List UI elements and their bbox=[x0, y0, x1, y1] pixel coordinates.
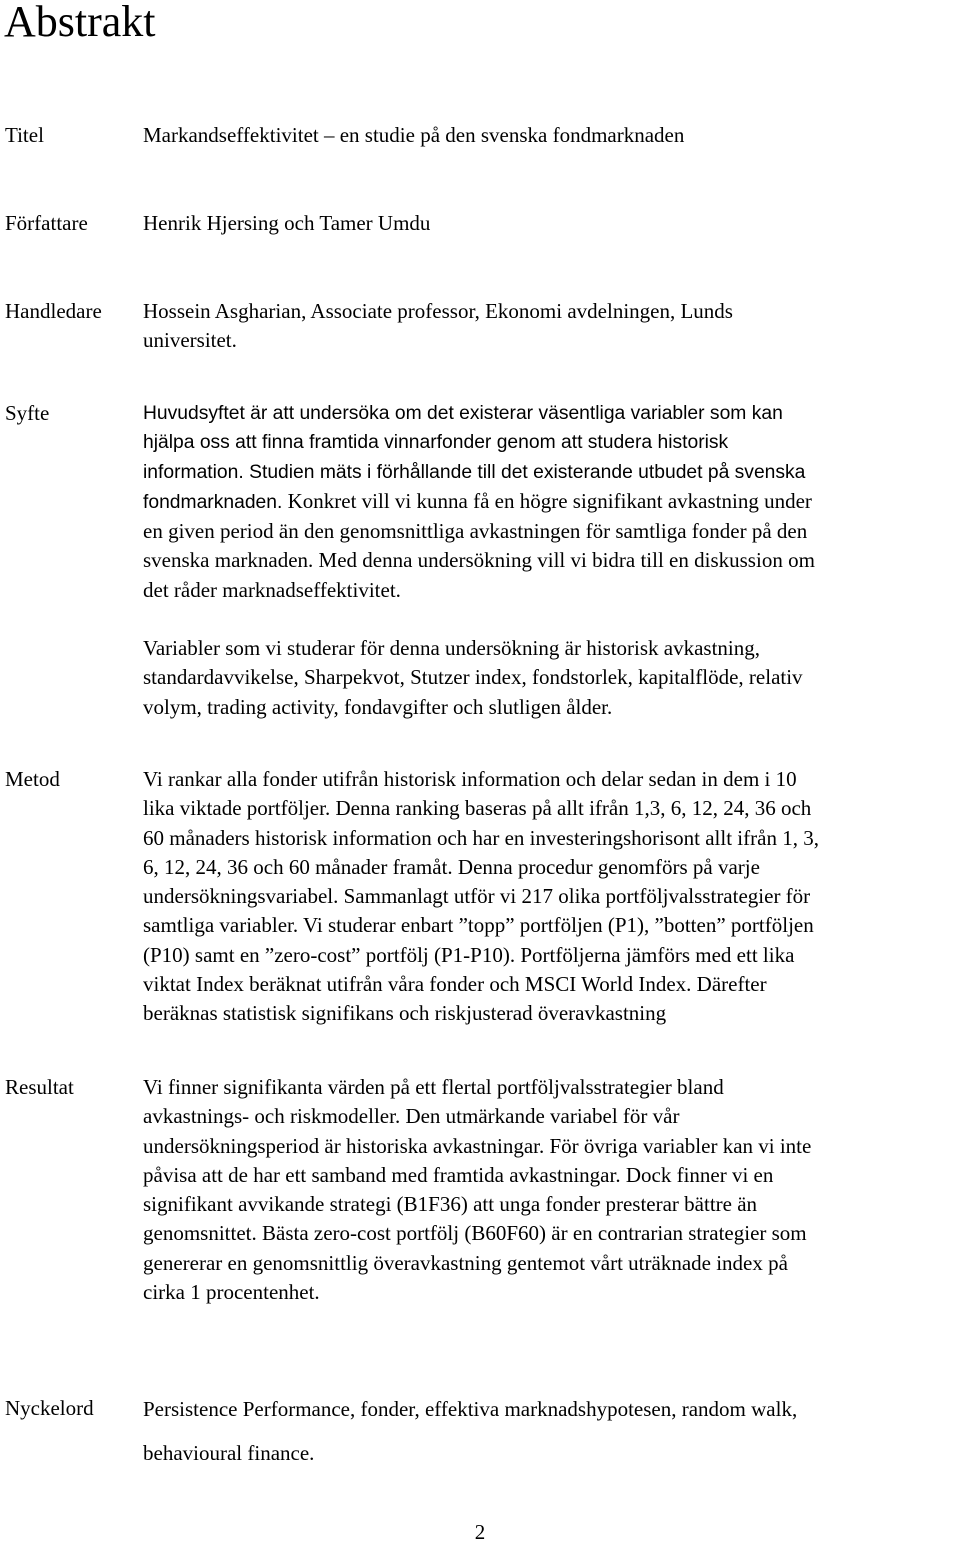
field-value-titel: Markandseffektivitet – en studie på den svenska fondmarknaden bbox=[143, 123, 685, 147]
field-value-syfte bbox=[143, 399, 953, 722]
resultat-line: cirka 1 procentenhet. bbox=[143, 1280, 320, 1305]
syfte-line bbox=[143, 458, 953, 487]
page-heading: Abstrakt bbox=[4, 0, 156, 46]
field-value-metod bbox=[143, 765, 953, 1029]
metod-line: samtliga variabler. Vi studerar enbart ”topp” portföljen (P1), ”botten” portföljen bbox=[143, 913, 814, 938]
metod-line: beräknas statistisk signifikans och riskjusterad överavkastning bbox=[143, 1001, 667, 1026]
resultat-line: signifikant avvikande strategi (B1F36) att unga fonder presterar bättre än bbox=[143, 1192, 758, 1217]
field-value-handledare bbox=[143, 297, 953, 356]
nyckelord-line: behavioural finance. bbox=[143, 1441, 315, 1465]
field-value-forfattare: Henrik Hjersing och Tamer Umdu bbox=[143, 211, 431, 235]
syfte-line-part: svenska marknaden. bbox=[143, 548, 314, 573]
syfte-line: Variabler som vi studerar för denna undersökning är historisk avkastning, bbox=[143, 636, 761, 661]
metod-line: (P10) samt en ”zero-cost” portfölj (P1-P10). Portföljerna jämförs med ett lika bbox=[143, 942, 795, 967]
metod-line: Vi rankar alla fonder utifrån historisk information och delar sedan in dem i 10 bbox=[143, 767, 797, 791]
syfte-line: volym, trading activity, fondavgifter och slutligen ålder. bbox=[143, 694, 613, 719]
syfte-line: hjälpa oss att finna framtida vinnarfonder genom att studera historisk bbox=[143, 432, 729, 454]
resultat-line: genomsnittet. Bästa zero-cost portfölj (B60F60) är en contrarian strategier som bbox=[143, 1221, 807, 1246]
metod-line: viktat Index beräknat utifrån våra fonder och MSCI World Index. Därefter bbox=[143, 972, 767, 997]
metod-line: undersökningsvariabel. Sammanlagt utför vi 217 olika portföljvalsstrategier för bbox=[143, 884, 811, 909]
page-number: 2 bbox=[474, 1520, 486, 1544]
metod-line: lika viktade portföljer. Denna ranking baseras på allt ifrån 1,3, 6, 12, 24, 36 och bbox=[143, 796, 812, 821]
resultat-line: genererar en genomsnittlig överavkastning gentemot vårt uträknade index på bbox=[143, 1250, 788, 1275]
syfte-line-part: Studien mäts i förhållande till det existerande utbudet på svenska bbox=[249, 461, 806, 483]
field-label-handledare: Handledare bbox=[5, 299, 102, 323]
syfte-line-part: Konkret vill vi kunna få en högre signifikant avkastning under bbox=[287, 488, 812, 513]
field-label-resultat: Resultat bbox=[5, 1075, 74, 1099]
field-label-syfte: Syfte bbox=[5, 401, 50, 425]
metod-line: 6, 12, 24, 36 och 60 månader framåt. Denna procedur genomförs på varje bbox=[143, 854, 760, 879]
field-label-titel: Titel bbox=[5, 123, 44, 147]
resultat-line: Vi finner signifikanta värden på ett flertal portföljvalsstrategier bland bbox=[143, 1075, 724, 1099]
handledare-line: Hossein Asgharian, Associate professor, Ekonomi avdelningen, Lunds bbox=[143, 299, 733, 323]
field-label-metod: Metod bbox=[5, 767, 60, 791]
syfte-line bbox=[143, 546, 953, 575]
syfte-paragraph-1 bbox=[143, 399, 953, 605]
handledare-line: universitet. bbox=[143, 328, 237, 353]
syfte-line-part: Med denna undersökning vill vi bidra till en diskussion om bbox=[318, 548, 815, 573]
field-value-nyckelord bbox=[143, 1387, 953, 1475]
syfte-line-part: information. bbox=[143, 461, 244, 483]
syfte-line: standardavvikelse, Sharpekvot, Stutzer index, fondstorlek, kapitalflöde, relativ bbox=[143, 665, 803, 690]
resultat-line: avkastnings- och riskmodeller. Den utmärkande variabel för vår bbox=[143, 1104, 680, 1129]
nyckelord-line: Persistence Performance, fonder, effektiva marknadshypotesen, random walk, bbox=[143, 1397, 798, 1421]
metod-line: 60 månaders historisk information och har en investeringshorisont allt ifrån 1, 3, bbox=[143, 825, 819, 850]
resultat-line: undersökningsperiod är historiska avkastningar. För övriga variabler kan vi inte bbox=[143, 1133, 812, 1158]
field-label-nyckelord: Nyckelord bbox=[5, 1396, 94, 1420]
field-value-resultat bbox=[143, 1073, 953, 1307]
syfte-line bbox=[143, 487, 953, 517]
syfte-line: en given period än den genomsnittliga avkastningen för samtliga fonder på den bbox=[143, 519, 808, 544]
syfte-line: Huvudsyftet är att undersöka om det existerar väsentliga variabler som kan bbox=[143, 403, 783, 424]
syfte-paragraph-2 bbox=[143, 634, 953, 722]
field-label-forfattare: Författare bbox=[5, 211, 88, 235]
syfte-line-part: fondmarknaden. bbox=[143, 491, 283, 513]
syfte-line: det råder marknadseffektivitet. bbox=[143, 577, 401, 602]
resultat-line: påvisa att de har ett samband med framtida avkastningar. Dock finner vi en bbox=[143, 1162, 774, 1187]
